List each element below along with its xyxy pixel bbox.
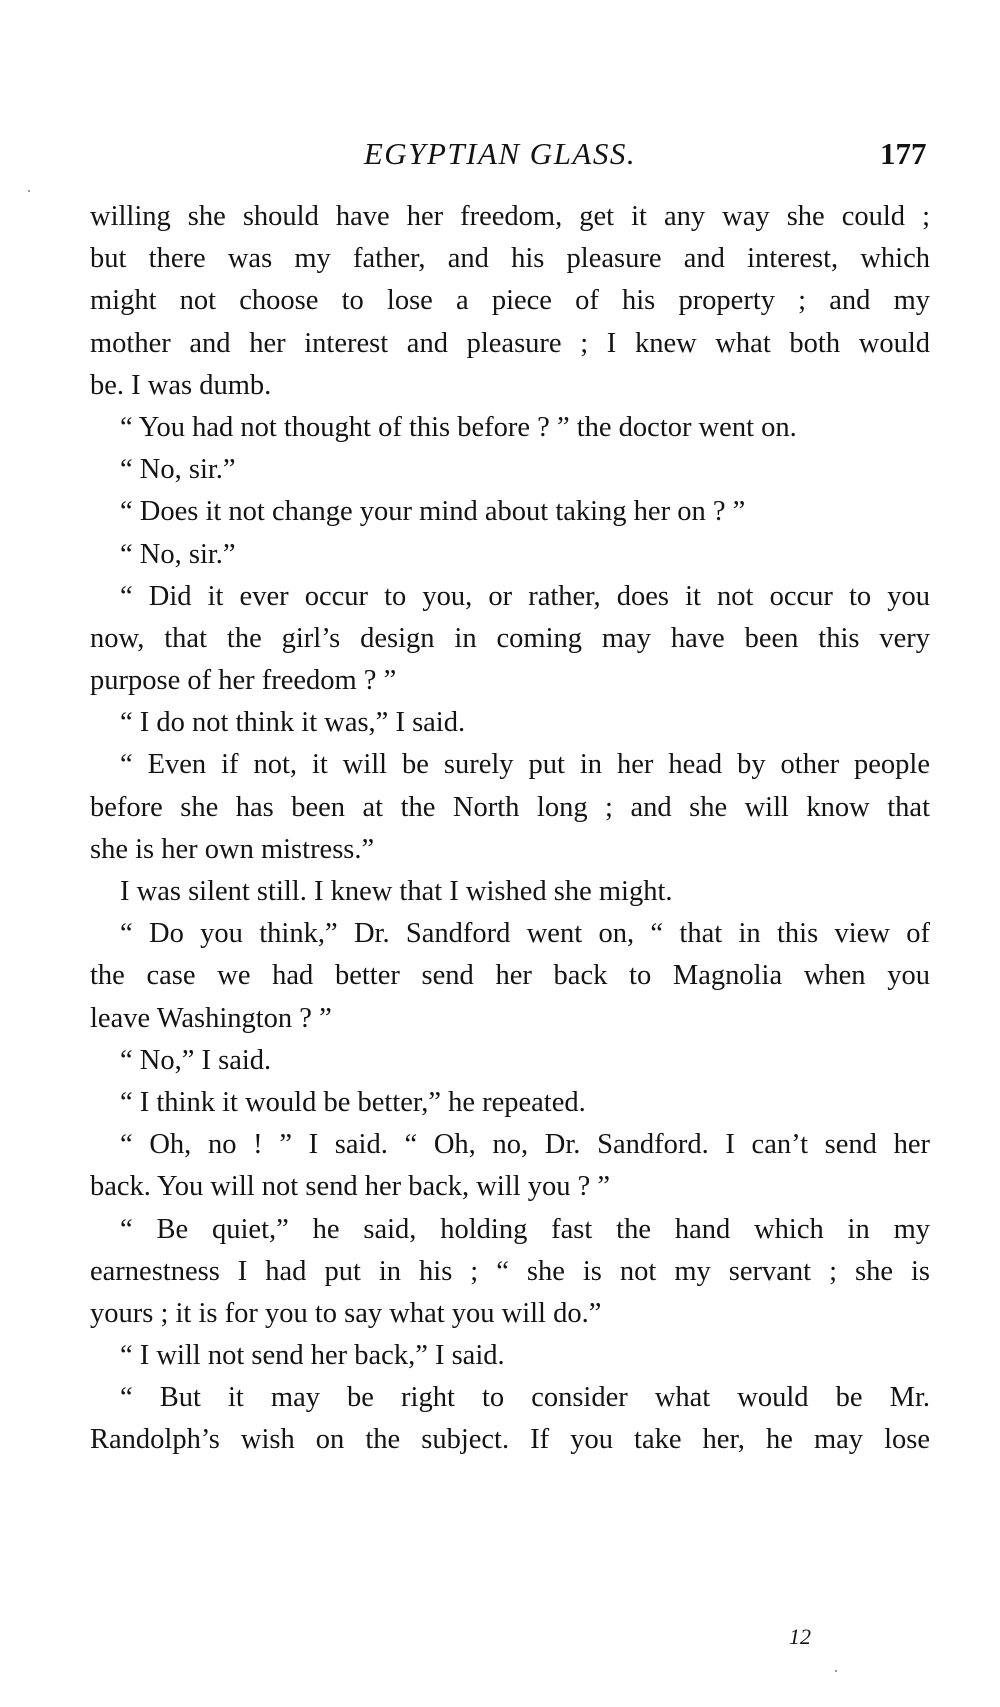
text-line: purpose of her freedom ? ”: [90, 665, 397, 697]
text-line: “ You had not thought of this before ? ” the doctor went on.: [120, 411, 797, 443]
text-line: Randolph’s wish on the subject. If you take her, he may lose: [90, 1424, 930, 1456]
scan-speck: [28, 190, 30, 192]
text-line: “ I will not send her back,” I said.: [120, 1340, 505, 1372]
scan-speck: [835, 1670, 837, 1672]
body-text: [90, 196, 930, 1462]
text-line: she is her own mistress.”: [90, 833, 375, 865]
text-line: might not choose to lose a piece of his property ; and my: [90, 285, 930, 317]
text-line: “ Even if not, it will be surely put in her head by other people: [120, 749, 930, 781]
text-line: but there was my father, and his pleasure and interest, which: [90, 243, 930, 275]
text-line: the case we had better send her back to Magnolia when you: [90, 960, 930, 992]
text-line: “ I do not think it was,” I said.: [120, 707, 466, 739]
text-line: “ But it may be right to consider what would be Mr.: [120, 1382, 930, 1414]
text-line: leave Washington ? ”: [90, 1002, 332, 1034]
text-line: “ No,” I said.: [120, 1044, 272, 1076]
running-title: EGYPTIAN GLASS.: [363, 136, 637, 171]
text-line: willing she should have her freedom, get it any way she could ;: [90, 201, 930, 232]
text-line: “ Be quiet,” he said, holding fast the hand which in my: [120, 1213, 930, 1245]
signature-mark: 12: [789, 1624, 811, 1649]
text-line: be. I was dumb.: [90, 369, 272, 401]
text-line: earnestness I had put in his ; “ she is not my servant ; she is: [90, 1255, 930, 1287]
text-line: now, that the girl’s design in coming may have been this very: [90, 622, 930, 654]
text-line: I was silent still. I knew that I wished she might.: [120, 876, 673, 907]
text-line: back. You will not send her back, will you ? ”: [90, 1171, 611, 1203]
text-line: mother and her interest and pleasure ; I knew what both would: [90, 327, 930, 359]
text-line: “ I think it would be better,” he repeated.: [120, 1086, 586, 1118]
text-line: “ Do you think,” Dr. Sandford went on, “ that in this view of: [120, 918, 930, 950]
text-line: before she has been at the North long ; and she will know that: [90, 791, 930, 823]
text-line: “ No, sir.”: [120, 454, 236, 486]
text-line: “ Oh, no ! ” I said. “ Oh, no, Dr. Sandford. I can’t send her: [120, 1129, 930, 1161]
page-number: 177: [880, 136, 927, 171]
text-line: “ Did it ever occur to you, or rather, does it not occur to you: [120, 580, 930, 612]
text-line: “ Does it not change your mind about taking her on ? ”: [120, 496, 746, 528]
text-line: “ No, sir.”: [120, 538, 236, 570]
text-line: yours ; it is for you to say what you will do.”: [90, 1297, 602, 1329]
